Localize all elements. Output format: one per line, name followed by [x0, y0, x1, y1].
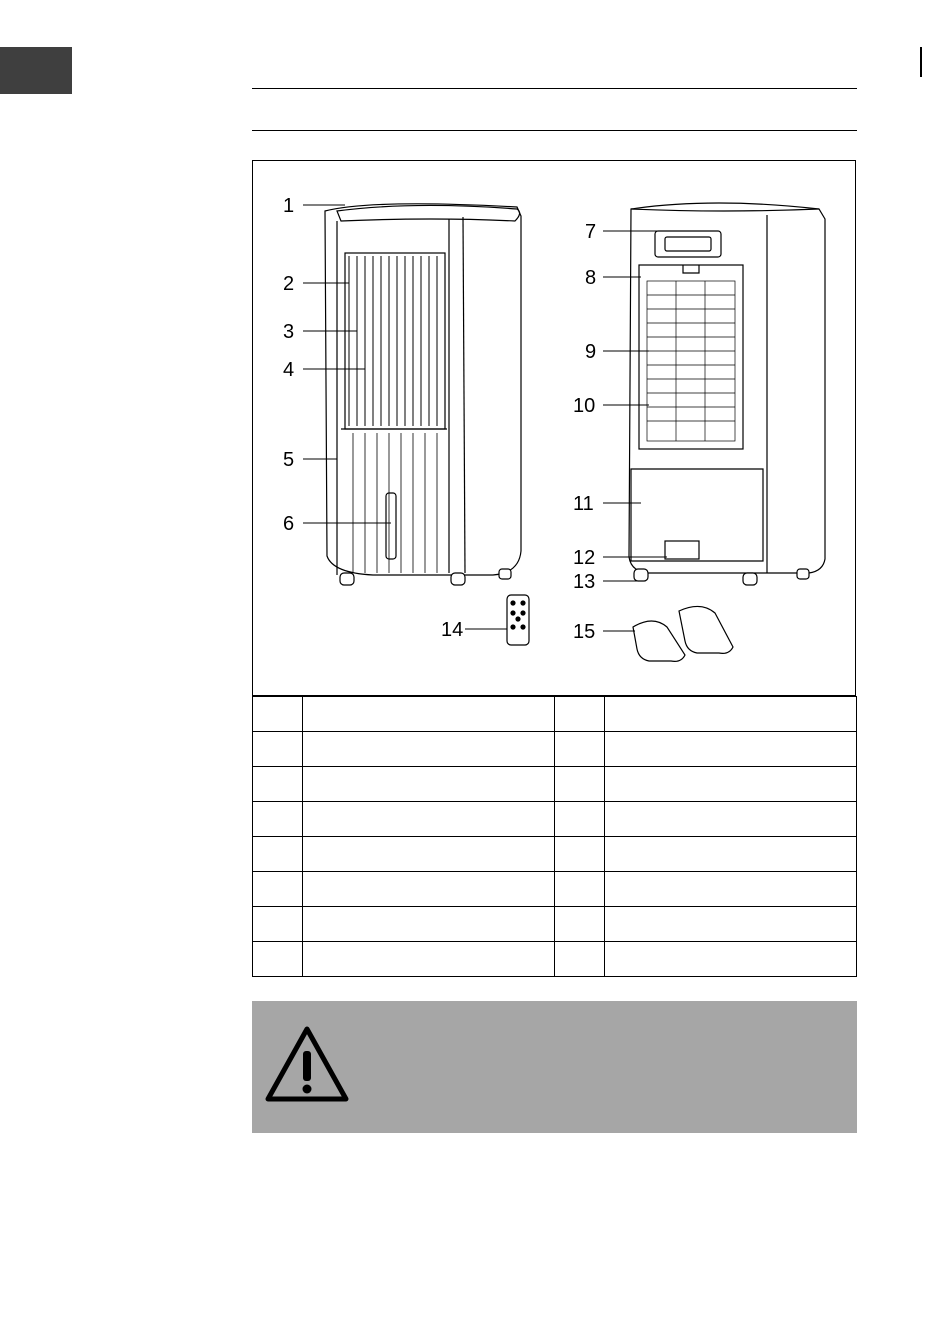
part-number-cell — [253, 802, 303, 837]
callout-7: 7 — [585, 221, 597, 243]
part-number-cell — [555, 942, 605, 977]
part-number-cell — [253, 942, 303, 977]
table-row — [253, 697, 857, 732]
part-name-cell — [303, 802, 555, 837]
header-rule-bottom — [252, 130, 857, 131]
callout-6: 6 — [283, 513, 295, 535]
part-name-cell — [303, 942, 555, 977]
part-number-cell — [555, 802, 605, 837]
part-name-cell — [605, 732, 857, 767]
part-name-cell — [605, 942, 857, 977]
part-number-cell — [253, 732, 303, 767]
callout-3: 3 — [283, 321, 295, 343]
crop-mark — [920, 47, 922, 77]
warning-box — [252, 1001, 857, 1133]
part-name-cell — [605, 697, 857, 732]
part-number-cell — [555, 837, 605, 872]
part-number-cell — [555, 872, 605, 907]
part-number-cell — [253, 697, 303, 732]
part-name-cell — [303, 732, 555, 767]
callout-13: 13 — [573, 571, 596, 593]
warning-triangle-icon — [264, 1025, 350, 1105]
language-tab — [0, 47, 72, 94]
table-row — [253, 907, 857, 942]
callout-2: 2 — [283, 273, 295, 295]
part-number-cell — [555, 907, 605, 942]
callout-11: 11 — [573, 493, 594, 515]
product-illustration — [253, 161, 856, 696]
part-name-cell — [605, 767, 857, 802]
table-row — [253, 942, 857, 977]
part-number-cell — [555, 767, 605, 802]
part-name-cell — [303, 907, 555, 942]
part-name-cell — [303, 837, 555, 872]
part-number-cell — [253, 872, 303, 907]
part-number-cell — [555, 732, 605, 767]
part-name-cell — [605, 802, 857, 837]
callout-10: 10 — [573, 395, 596, 417]
table-row — [253, 837, 857, 872]
front-unit-drawing — [325, 204, 521, 585]
table-row — [253, 767, 857, 802]
part-name-cell — [605, 872, 857, 907]
callout-4: 4 — [283, 359, 295, 381]
callout-8: 8 — [585, 267, 597, 289]
table-row — [253, 732, 857, 767]
callout-9: 9 — [585, 341, 597, 363]
part-number-cell — [253, 907, 303, 942]
parts-list-table — [252, 696, 857, 977]
part-number-cell — [555, 697, 605, 732]
ice-packs-drawing — [633, 606, 733, 661]
part-number-cell — [253, 767, 303, 802]
table-row — [253, 872, 857, 907]
part-name-cell — [303, 872, 555, 907]
table-row — [253, 802, 857, 837]
part-name-cell — [605, 907, 857, 942]
callout-15: 15 — [573, 621, 596, 643]
back-unit-drawing — [629, 203, 825, 585]
callout-14: 14 — [441, 619, 464, 641]
callout-12: 12 — [573, 547, 596, 569]
product-diagram — [252, 160, 856, 696]
part-name-cell — [303, 767, 555, 802]
callout-1: 1 — [283, 195, 295, 217]
part-name-cell — [303, 697, 555, 732]
callout-5: 5 — [283, 449, 295, 471]
part-name-cell — [605, 837, 857, 872]
remote-control-drawing — [507, 595, 529, 645]
part-number-cell — [253, 837, 303, 872]
header-rule-top — [252, 88, 857, 89]
